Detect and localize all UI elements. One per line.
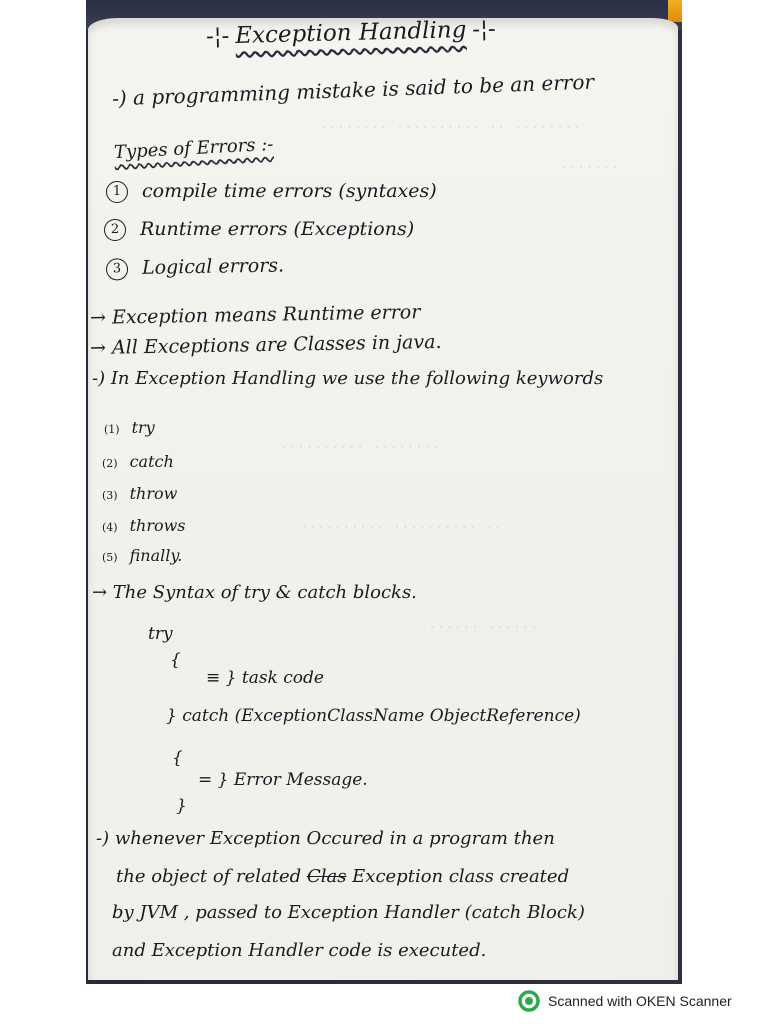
keyword-item: (5) finally. [102, 546, 183, 565]
paragraph-line: -) whenever Exception Occured in a program then [96, 828, 555, 849]
paragraph-line: the object of related Clas Exception class created [116, 866, 570, 887]
corner-light [668, 0, 682, 22]
bleed-through-text: ·········· ········ [280, 440, 441, 456]
paragraph-line: by JVM , passed to Exception Handler (catch Block) [112, 902, 585, 923]
code-line: } [176, 796, 187, 816]
scanner-watermark [518, 990, 732, 1012]
page-title: -¦- Exception Handling -¦- [205, 16, 496, 50]
keyword-item: (1) try [104, 418, 155, 437]
error-item-1: 1 compile time errors (syntaxes) [106, 180, 437, 203]
paragraph-line: and Exception Handler code is executed. [112, 940, 487, 961]
note-line: -) In Exception Handling we use the following keywords [92, 368, 604, 389]
code-line: ≡ } task code [206, 668, 324, 688]
code-line: } catch (ExceptionClassName ObjectReference) [166, 706, 581, 726]
code-line: { [170, 650, 181, 670]
note-line: → Exception means Runtime error [89, 301, 421, 329]
code-line: { [172, 748, 183, 768]
bleed-through-text: ·········· ·········· ·· [300, 520, 503, 536]
keyword-item: (4) throws [102, 516, 186, 535]
syntax-heading: → The Syntax of try & catch blocks. [92, 582, 417, 603]
error-item-2: 2 Runtime errors (Exceptions) [104, 218, 414, 241]
error-item-3: 3 Logical errors. [106, 254, 284, 280]
scanner-watermark-text: Scanned with OKEN Scanner [548, 993, 732, 1009]
keyword-item: (2) catch [102, 452, 174, 471]
bleed-through-text: ······· ······ [420, 620, 539, 636]
oken-logo-icon [518, 990, 540, 1012]
types-heading: Types of Errors :- [113, 133, 274, 164]
bleed-through-text: ········ ·········· ·· ········ [320, 120, 582, 136]
keyword-item: (3) throw [102, 484, 178, 503]
error-definition: -) a programming mistake is said to be an error [111, 69, 595, 111]
bleed-through-text: ······· [560, 160, 620, 176]
code-line: = } Error Message. [198, 770, 368, 790]
code-line: try [148, 624, 173, 644]
note-line: → All Exceptions are Classes in java. [89, 330, 442, 360]
